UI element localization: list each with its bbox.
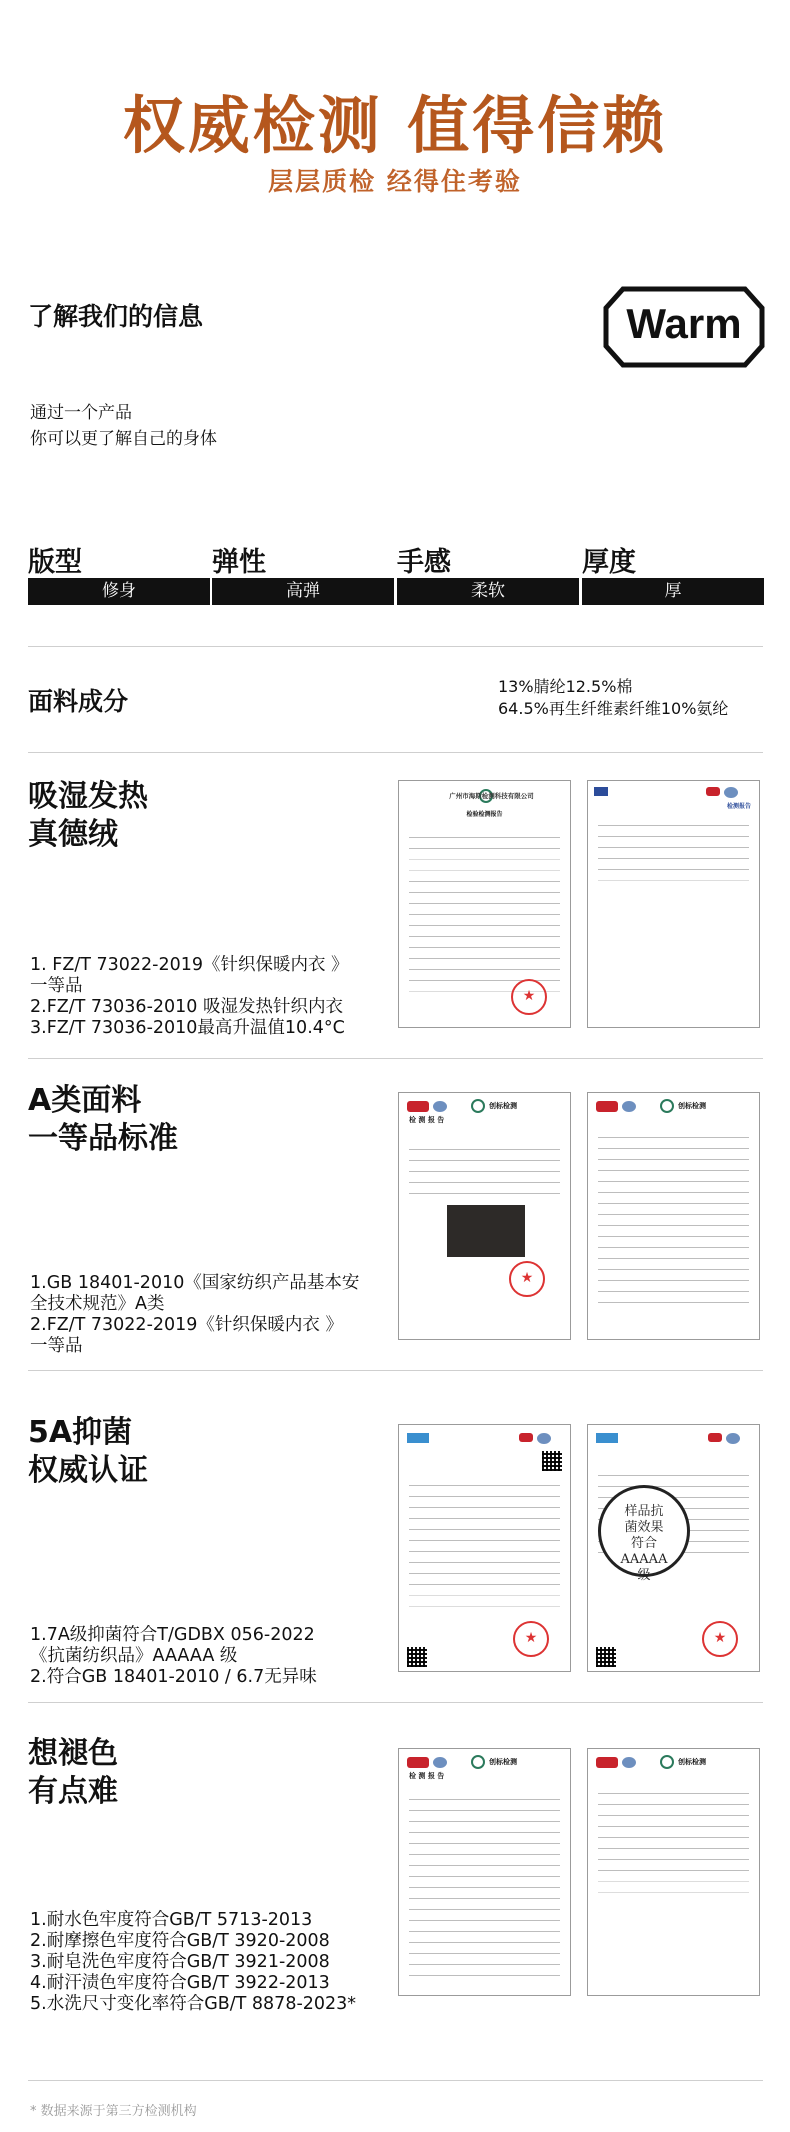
ilac-logo-icon <box>407 1757 429 1768</box>
org-logo-icon <box>407 1433 429 1443</box>
list-item: 1.耐水色牢度符合GB/T 5713-2013 <box>30 1910 313 1930</box>
list-item: 4.耐汗渍色牢度符合GB/T 3922-2013 <box>30 1973 330 1993</box>
list-item: 全技术规范》A类 <box>30 1294 165 1314</box>
cnas-logo-icon <box>537 1433 551 1444</box>
divider <box>28 2080 763 2081</box>
qr-code-icon <box>542 1451 562 1471</box>
report-table <box>598 815 749 881</box>
fabric-line: 13%腈纶12.5%棉 <box>498 677 633 696</box>
section-title-line: A类面料 <box>28 1083 142 1118</box>
list-item: 2.FZ/T 73036-2010 吸湿发热针织内衣 <box>30 997 343 1017</box>
cnas-logo-icon <box>726 1433 740 1444</box>
section-title-moisture-heat <box>28 778 148 854</box>
list-item: 一等品 <box>30 976 83 996</box>
brand-logo-icon <box>660 1099 674 1113</box>
test-report-document <box>587 780 760 1028</box>
report-table <box>598 1783 749 1893</box>
cert-brand: 创标检测 <box>489 1102 517 1110</box>
test-report-document <box>398 1424 571 1672</box>
cert-title: 检 测 报 告 <box>409 1772 445 1780</box>
stamp-line: 级 <box>637 1568 651 1583</box>
list-item: 2.耐摩擦色牢度符合GB/T 3920-2008 <box>30 1931 330 1951</box>
cert-brand: 创标检测 <box>678 1758 706 1766</box>
fabric-label: 面料成分 <box>28 687 129 716</box>
cnas-logo-icon <box>433 1757 447 1768</box>
test-report-document <box>398 780 571 1028</box>
qr-code-icon <box>407 1647 427 1667</box>
attr-label-fit: 版型 <box>28 547 82 578</box>
section-title-line: 5A抑菌 <box>28 1415 133 1450</box>
footnote: * 数据来源于第三方检测机构 <box>30 2104 197 2119</box>
report-title: 检测报告 <box>726 803 751 810</box>
stamp-line: AAAAA <box>620 1552 668 1567</box>
warm-logo-text: Warm <box>626 300 742 347</box>
warm-logo <box>603 286 765 368</box>
magnified-stamp <box>598 1485 690 1583</box>
test-report-document <box>587 1092 760 1340</box>
cnas-logo-icon <box>622 1757 636 1768</box>
red-seal-icon <box>702 1621 738 1657</box>
attr-label-thickness: 厚度 <box>582 547 636 578</box>
cma-logo-icon <box>708 1433 722 1442</box>
list-item: 3.FZ/T 73036-2010最高升温值10.4°C <box>30 1018 345 1038</box>
org-logo-icon <box>596 1433 618 1443</box>
report-title: 检验检测报告 <box>466 811 503 818</box>
stamp-text <box>601 1504 687 1584</box>
divider <box>28 1370 763 1371</box>
section-title-line: 权威认证 <box>28 1453 148 1488</box>
attr-value-thickness: 厚 <box>582 578 764 605</box>
stamp-line: 样品抗 <box>624 1504 664 1519</box>
section-title-colorfast <box>28 1735 118 1811</box>
ilac-logo-icon <box>596 1757 618 1768</box>
report-table <box>598 1127 749 1303</box>
section-list-class-a <box>30 1273 359 1357</box>
ilac-logo-icon <box>407 1101 429 1112</box>
section-title-line: 一等品标准 <box>28 1121 178 1156</box>
report-table <box>409 1789 560 1976</box>
test-report-document <box>587 1748 760 1996</box>
attr-label-elasticity: 弹性 <box>212 547 266 578</box>
list-item: 2.FZ/T 73022-2019《针织保暖内衣 》 <box>30 1315 343 1335</box>
list-item: 1.GB 18401-2010《国家纺织产品基本安 <box>30 1273 360 1293</box>
attr-label-feel: 手感 <box>397 547 451 578</box>
attr-value-elasticity: 高弹 <box>212 578 394 605</box>
list-item: 2.符合GB 18401-2010 / 6.7无异味 <box>30 1667 317 1687</box>
cnas-logo-icon <box>433 1101 447 1112</box>
org-logo-icon <box>594 787 608 796</box>
fabric-composition <box>498 676 728 720</box>
cnas-logo-icon <box>622 1101 636 1112</box>
report-table <box>409 1475 560 1607</box>
divider <box>28 1058 763 1059</box>
section-title-line: 有点难 <box>28 1774 118 1809</box>
list-item: 《抗菌纺织品》AAAAA 级 <box>30 1646 238 1666</box>
red-seal-icon <box>509 1261 545 1297</box>
test-report-document <box>398 1748 571 1996</box>
cert-brand: 创标检测 <box>678 1102 706 1110</box>
list-item: 1.7A级抑菌符合T/GDBX 056-2022 <box>30 1625 315 1645</box>
cert-brand: 创标检测 <box>489 1758 517 1766</box>
cnas-logo-icon <box>724 787 738 798</box>
report-org: 广州市海斯检测科技有限公司 <box>449 792 534 800</box>
ilac-logo-icon <box>596 1101 618 1112</box>
hero-title: 权威检测 值得信赖 <box>122 89 668 162</box>
attr-value-fit: 修身 <box>28 578 210 605</box>
intro-line: 你可以更了解自己的身体 <box>30 429 217 449</box>
cert-title: 检 测 报 告 <box>409 1116 445 1124</box>
qr-code-icon <box>596 1647 616 1667</box>
info-title: 了解我们的信息 <box>28 302 204 331</box>
cma-logo-icon <box>519 1433 533 1442</box>
section-title-antibacterial <box>28 1414 148 1490</box>
report-table <box>409 1139 560 1194</box>
intro-line: 通过一个产品 <box>30 403 132 423</box>
section-title-line: 想褪色 <box>28 1736 118 1771</box>
section-title-line: 吸湿发热 <box>28 779 148 814</box>
hero-subtitle: 层层质检 经得住考验 <box>268 167 522 196</box>
fabric-line: 64.5%再生纤维素纤维10%氨纶 <box>498 699 729 718</box>
list-item: 5.水洗尺寸变化率符合GB/T 8878-2023* <box>30 1994 357 2014</box>
red-seal-icon <box>511 979 547 1015</box>
cma-logo-icon <box>706 787 720 796</box>
list-item: 一等品 <box>30 1336 83 1356</box>
divider <box>28 646 763 647</box>
section-title-class-a <box>28 1082 178 1158</box>
stamp-line: 符合 <box>630 1536 657 1551</box>
stamp-line: 菌效果 <box>624 1520 664 1535</box>
list-item: 3.耐皂洗色牢度符合GB/T 3921-2008 <box>30 1952 330 1972</box>
intro-text <box>30 400 217 452</box>
section-list-moisture-heat <box>30 955 349 1039</box>
list-item: 1. FZ/T 73022-2019《针织保暖内衣 》 <box>30 955 349 975</box>
fabric-sample-image <box>447 1205 525 1257</box>
report-table <box>409 827 560 992</box>
section-list-colorfast <box>30 1910 356 2015</box>
attr-value-feel: 柔软 <box>397 578 579 605</box>
red-seal-icon <box>513 1621 549 1657</box>
brand-logo-icon <box>471 1755 485 1769</box>
divider <box>28 752 763 753</box>
divider <box>28 1702 763 1703</box>
section-title-line: 真德绒 <box>28 817 118 852</box>
test-report-document <box>398 1092 571 1340</box>
brand-logo-icon <box>660 1755 674 1769</box>
brand-logo-icon <box>471 1099 485 1113</box>
test-report-document <box>587 1424 760 1672</box>
section-list-antibacterial <box>30 1625 317 1688</box>
